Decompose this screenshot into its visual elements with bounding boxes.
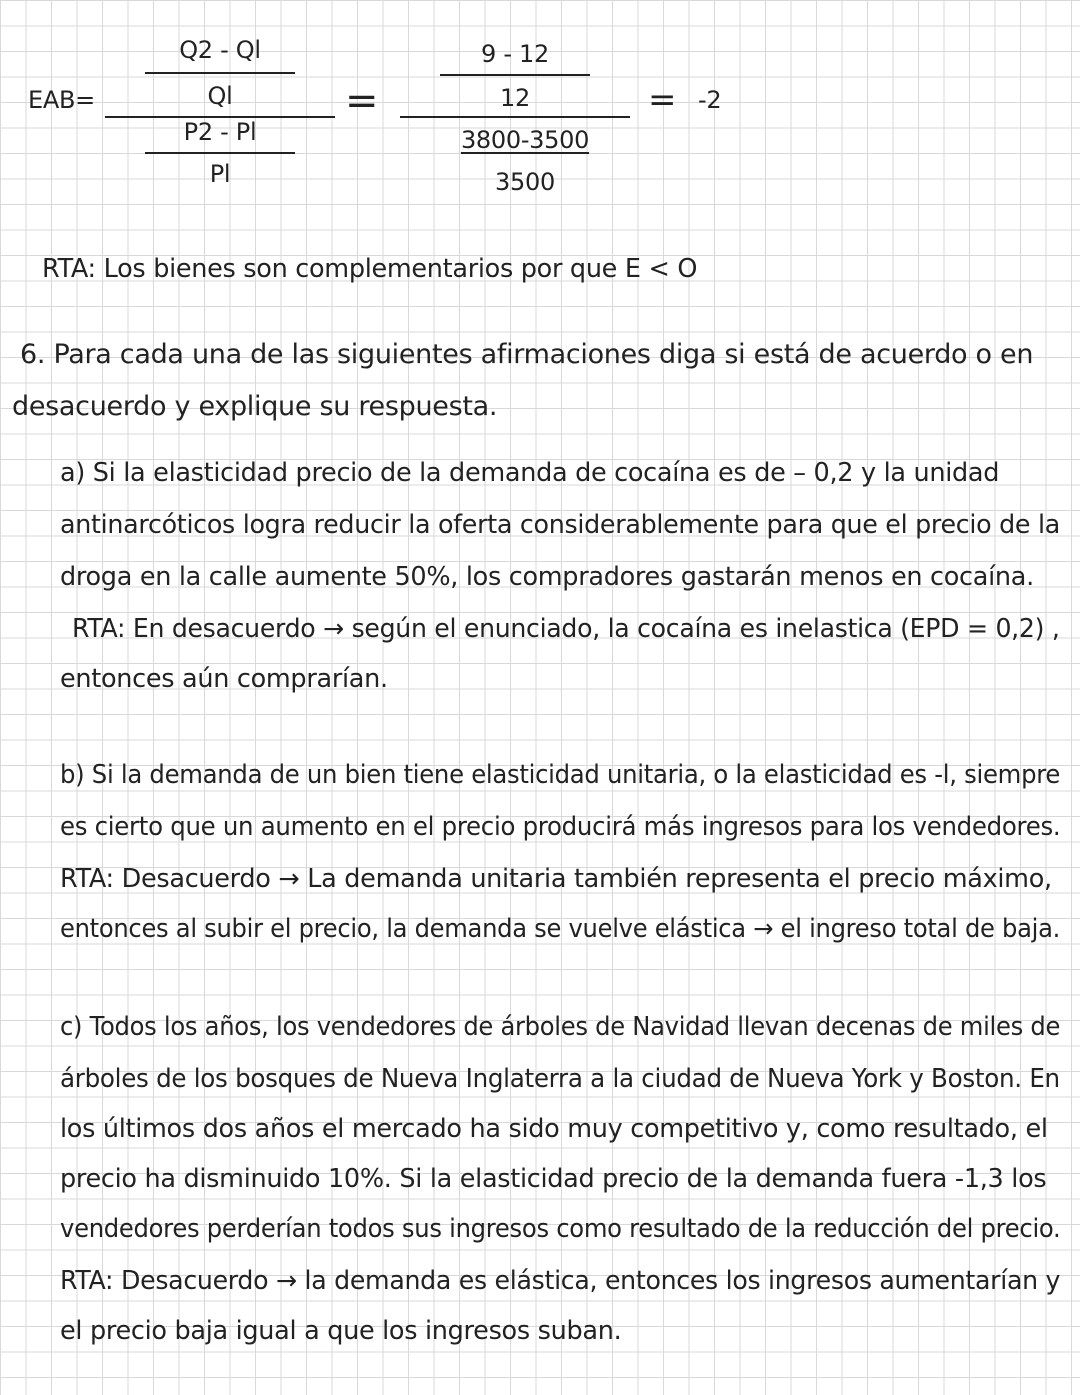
part-b-line-2: es cierto que un aumento en el precio producirá más ingresos para los vendedores. xyxy=(60,812,1061,842)
part-b-line-1: b) Si la demanda de un bien tiene elasticidad unitaria, o la elasticidad es -l, siempre xyxy=(60,760,1061,790)
answer-5: RTA: Los bienes son complementarios por que E < O xyxy=(42,254,698,284)
part-c-line-3: los últimos dos años el mercado ha sido muy competitivo y, como resultado, el xyxy=(60,1114,1048,1144)
question-6-line-1: 6. Para cada una de las siguientes afirmaciones diga si está de acuerdo o en xyxy=(20,339,1034,370)
part-c-answer-2: el precio baja igual a que los ingresos suban. xyxy=(60,1316,622,1346)
part-b-answer-1: RTA: Desacuerdo → La demanda unitaria también representa el precio máximo, xyxy=(60,864,1052,894)
part-c-line-4: precio ha disminuido 10%. Si la elasticidad precio de la demanda fuera -1,3 los xyxy=(60,1164,1047,1194)
numeric-num-bar xyxy=(440,74,590,76)
numeric-den-den: 3500 xyxy=(495,168,555,196)
general-den-num: P2 - Pl xyxy=(183,118,257,146)
part-c-line-2: árboles de los bosques de Nueva Inglaterra a la ciudad de Nueva York y Boston. En xyxy=(60,1064,1060,1094)
part-a-line-2: antinarcóticos logra reducir la oferta considerablemente para que el precio de la xyxy=(60,510,1060,540)
general-den-den: Pl xyxy=(209,160,231,188)
formula-lhs: EAB= xyxy=(28,86,95,114)
general-den-bar xyxy=(145,152,295,154)
part-a-line-1: a) Si la elasticidad precio de la demanda de cocaína es de – 0,2 y la unidad xyxy=(60,458,1000,488)
general-num-num: Q2 - Ql xyxy=(179,36,261,64)
general-num-den: Ql xyxy=(207,82,233,110)
numeric-main-bar xyxy=(400,116,630,118)
part-a-answer-2: entonces aún comprarían. xyxy=(60,664,388,694)
part-b-answer-2: entonces al subir el precio, la demanda se vuelve elástica → el ingreso total de baja. xyxy=(60,914,1061,944)
part-a-answer-1: RTA: En desacuerdo → según el enunciado, la cocaína es inelastica (EPD = 0,2) , xyxy=(72,614,1060,644)
numeric-num-den: 12 xyxy=(500,84,530,112)
part-c-answer-1: RTA: Desacuerdo → la demanda es elástica, entonces los ingresos aumentarían y xyxy=(60,1266,1061,1296)
part-c-line-1: c) Todos los años, los vendedores de árboles de Navidad llevan decenas de miles de xyxy=(60,1012,1061,1042)
equals-sign-2: = xyxy=(648,80,677,120)
part-a-line-3: droga en la calle aumente 50%, los compradores gastarán menos en cocaína. xyxy=(60,562,1034,592)
numeric-den-num: 3800-3500 xyxy=(460,126,590,154)
numeric-num-num: 9 - 12 xyxy=(481,40,549,68)
equals-sign-1: = xyxy=(345,78,379,124)
general-num-bar xyxy=(145,72,295,74)
formula-result: -2 xyxy=(698,86,722,114)
part-c-line-5: vendedores perderían todos sus ingresos como resultado de la reducción del precio. xyxy=(60,1214,1061,1244)
question-6-line-2: desacuerdo y explique su respuesta. xyxy=(12,391,498,422)
